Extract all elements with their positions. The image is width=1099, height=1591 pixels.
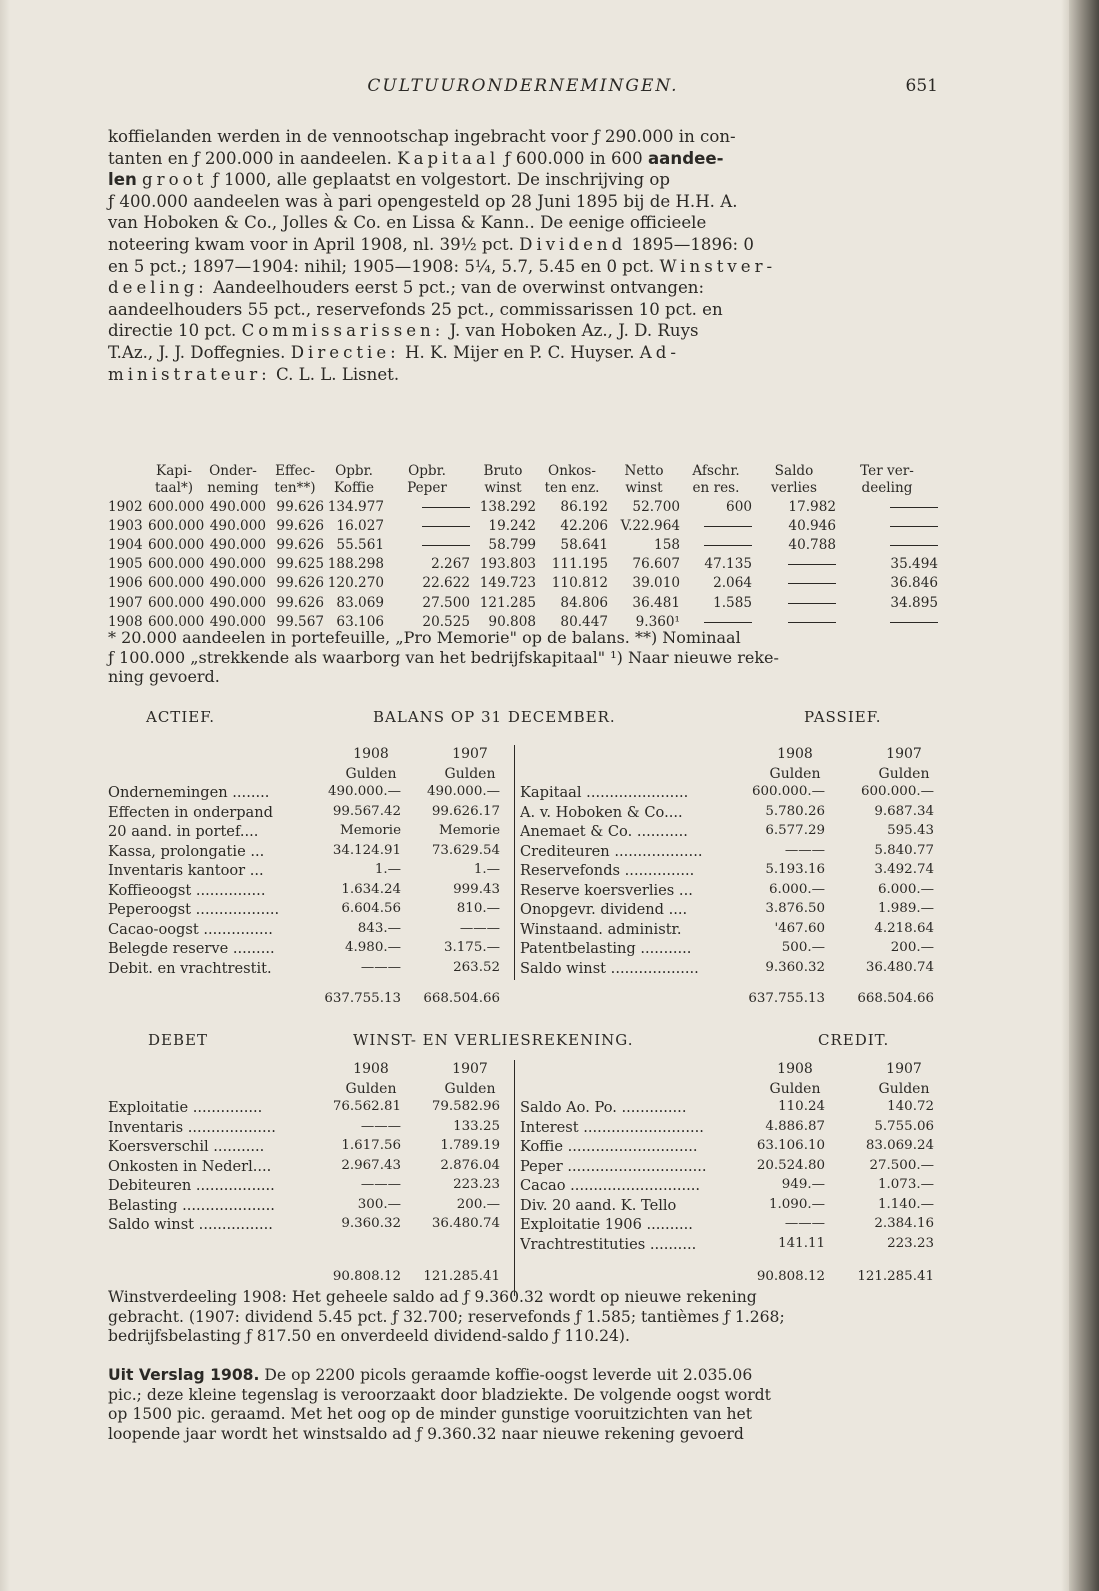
account-label: Vrachtrestituties ..........	[520, 1235, 697, 1253]
table-row	[108, 516, 938, 535]
year-heading	[430, 1060, 510, 1099]
table-cell: 121.285	[479, 594, 536, 611]
value-1908: 76.562.81	[332, 1099, 401, 1114]
balance-heading	[108, 708, 938, 728]
column-total: 668.504.66	[423, 991, 500, 1006]
year-label: 1907	[452, 1061, 488, 1077]
text-line: T.Az., J. J. Doffegnies. Directie: H. K. Mijer en P. C. Huyser. Ad-	[108, 342, 681, 362]
value-1908: 34.124.91	[332, 842, 401, 858]
table-cell: 490.000	[209, 556, 266, 573]
table-row	[108, 555, 938, 574]
empty-dash	[788, 583, 836, 584]
table-cell: 20.525	[422, 613, 470, 630]
column-header: Netto winst	[624, 463, 664, 496]
column-total: 90.808.12	[332, 1269, 401, 1284]
value-1907: 5.755.06	[874, 1118, 934, 1134]
account-label: Peper ..............................	[520, 1157, 707, 1175]
account-label: Div. 20 aand. K. Tello	[520, 1196, 677, 1214]
table-cell: 490.000	[209, 498, 266, 515]
column-header: Effec- ten**)	[274, 463, 316, 496]
table-cell: 19.242	[488, 517, 536, 534]
page-number: 651	[905, 76, 938, 96]
value-1908: 63.106.10	[756, 1138, 825, 1153]
year-cell: 1907	[108, 594, 143, 611]
table-row	[108, 574, 938, 593]
text-line: Uit Verslag 1908. De op 2200 picols geraamde koffie-oogst leverde uit 2.035.06	[108, 1366, 753, 1384]
account-label: Winstaand. administr.	[520, 920, 682, 938]
value-1907: 595.43	[887, 823, 934, 838]
pl-heading	[108, 1031, 938, 1051]
table-cell: 490.000	[209, 517, 266, 534]
credit-label: CREDIT.	[818, 1031, 890, 1049]
column-header: Afschr. en res.	[692, 463, 740, 496]
column-header: Opbr. Koffie	[333, 463, 375, 496]
column-total: 90.808.12	[756, 1269, 825, 1284]
empty-dash	[890, 507, 938, 508]
account-label: Reservefonds ...............	[520, 862, 695, 879]
actief-label: ACTIEF.	[146, 708, 216, 726]
value-1908: 4.886.87	[765, 1118, 825, 1134]
value-1908: 1.617.56	[341, 1138, 401, 1153]
empty-dash	[422, 545, 470, 546]
table-cell: 600.000	[148, 517, 205, 534]
table-cell: 1.585	[713, 594, 752, 611]
table-cell: 99.567	[276, 613, 324, 630]
value-1907: 140.72	[887, 1099, 934, 1114]
report-1908	[108, 1366, 938, 1444]
unit-label: Gulden	[345, 765, 397, 782]
year-label: 1908	[777, 746, 813, 762]
year-heading	[331, 1060, 411, 1099]
table-cell: 39.010	[632, 575, 680, 592]
value-1908: 99.567.42	[332, 803, 401, 819]
table-cell: 40.788	[788, 536, 836, 553]
table-cell	[752, 574, 836, 593]
table-cell: 490.000	[209, 613, 266, 630]
account-label: Ondernemingen ........	[108, 784, 270, 801]
table-cell: 600.000	[148, 613, 205, 630]
year-label: 1907	[886, 1061, 922, 1077]
empty-dash	[788, 603, 836, 604]
value-1907: 200.—	[890, 940, 934, 955]
unit-label: Gulden	[444, 1080, 496, 1097]
table-cell: 90.808	[488, 613, 536, 630]
unit-label: Gulden	[444, 765, 496, 782]
value-1907: 1.073.—	[878, 1177, 934, 1192]
page-left-shadow	[0, 0, 10, 1591]
table-cell: 22.622	[422, 575, 470, 592]
table-cell: 99.626	[276, 575, 324, 592]
year-heading	[864, 745, 944, 784]
table-cell: 490.000	[209, 536, 266, 553]
value-1907: 99.626.17	[431, 803, 500, 819]
table-cell	[752, 593, 836, 612]
account-label: Kassa, prolongatie ...	[108, 842, 265, 860]
account-label: Onopgevr. dividend ....	[520, 901, 688, 918]
column-header: Saldo verlies	[771, 463, 817, 496]
value-1907: 999.43	[453, 881, 500, 897]
value-1908: 6.604.56	[341, 901, 401, 916]
value-1907: 200.—	[456, 1196, 500, 1212]
value-1908: ———	[360, 1177, 401, 1192]
value-1908: 5.780.26	[765, 803, 825, 819]
value-1908: ———	[784, 842, 825, 858]
value-1908: 3.876.50	[765, 901, 825, 916]
text-line: van Hoboken & Co., Jolles & Co. en Lissa & Kann.. De eenige officieele	[108, 213, 707, 233]
year-label: 1908	[353, 746, 389, 762]
table-cell: 111.195	[551, 556, 608, 573]
table-cell: 490.000	[209, 575, 266, 592]
account-label: Koffie ............................	[520, 1138, 698, 1155]
text-line: en 5 pct.; 1897—1904: nihil; 1905—1908: 5¼, 5.7, 5.45 en 0 pct. Winstver-	[108, 256, 777, 276]
footnote	[108, 628, 938, 687]
year-heading	[430, 745, 510, 784]
year-heading	[864, 1060, 944, 1099]
column-header: Ter ver- deeling	[860, 463, 914, 496]
table-cell: 58.799	[488, 536, 536, 553]
value-1908: '467.60	[774, 920, 825, 936]
value-1908: 949.—	[781, 1177, 825, 1192]
account-label: 20 aand. in portef....	[108, 823, 259, 840]
account-label: Onkosten in Nederl....	[108, 1157, 272, 1175]
book-spine-edge	[1069, 0, 1099, 1591]
account-label: Crediteuren ...................	[520, 842, 703, 860]
text-line: op 1500 pic. geraamd. Met het oog op de minder gunstige vooruitzichten van het	[108, 1405, 753, 1424]
table-cell: 17.982	[788, 498, 836, 515]
empty-dash	[788, 564, 836, 565]
unit-label: Gulden	[878, 765, 930, 782]
account-label: Peperoogst ..................	[108, 901, 280, 918]
account-label: Inventaris kantoor ...	[108, 862, 264, 879]
table-cell: 138.292	[479, 498, 536, 515]
table-cell: 35.494	[890, 556, 938, 573]
unit-label: Gulden	[769, 1080, 821, 1097]
value-1907: 263.52	[453, 959, 500, 975]
balance-title: BALANS OP 31 DECEMBER.	[373, 708, 616, 726]
account-label: Interest ..........................	[520, 1118, 704, 1136]
account-label: Cacao ............................	[520, 1177, 701, 1194]
empty-dash	[704, 622, 752, 623]
value-1908: 4.980.—	[345, 940, 401, 955]
column-total: 637.755.13	[748, 991, 825, 1006]
table-cell	[836, 516, 938, 535]
column-divider	[514, 1060, 515, 1296]
value-1907: 1.789.19	[440, 1138, 500, 1153]
table-cell: 9.360¹	[635, 613, 680, 630]
table-cell	[384, 535, 470, 554]
table-cell: 600.000	[148, 575, 205, 592]
value-1907: 1.—	[473, 862, 500, 877]
table-row	[108, 535, 938, 554]
table-cell	[680, 535, 752, 554]
table-cell: 2.064	[713, 575, 752, 592]
account-label: Exploitatie 1906 ..........	[520, 1216, 693, 1233]
balance-sheet	[108, 745, 938, 1020]
account-label: Cacao-oogst ...............	[108, 920, 273, 938]
unit-label: Gulden	[345, 1080, 397, 1097]
value-1908: 110.24	[778, 1099, 825, 1114]
account-label: Saldo Ao. Po. ..............	[520, 1099, 687, 1116]
running-title: CULTUURONDERNEMINGEN.	[367, 76, 679, 96]
footnote-line: ƒ 100.000 „strekkende als waarborg van het bedrijfskapitaal" ¹) Naar nieuwe reke-	[108, 647, 779, 667]
account-label: Debiteuren .................	[108, 1177, 275, 1194]
value-1908: 5.193.16	[765, 862, 825, 877]
table-header-row	[108, 463, 938, 497]
empty-dash	[890, 526, 938, 527]
value-1908: 843.—	[357, 920, 401, 936]
year-cell: 1908	[108, 613, 143, 630]
table-cell: 36.846	[890, 575, 938, 592]
value-1907: 3.175.—	[444, 940, 500, 955]
profit-loss-account	[108, 1060, 938, 1296]
year-cell: 1903	[108, 517, 143, 534]
value-1908: 2.967.43	[341, 1157, 401, 1173]
value-1907: 133.25	[453, 1118, 500, 1134]
text-line: koffielanden werden in de vennootschap ingebracht voor ƒ 290.000 in con-	[108, 127, 736, 146]
table-cell: 76.607	[632, 556, 680, 573]
year-cell: 1902	[108, 498, 143, 515]
empty-dash	[890, 622, 938, 623]
column-header: Onder- neming	[207, 463, 259, 496]
value-1908: ———	[360, 1118, 401, 1134]
footnote-line: ning gevoerd.	[108, 667, 220, 687]
value-1907: 1.989.—	[878, 901, 934, 916]
column-total: 637.755.13	[324, 991, 401, 1006]
table-cell: 99.626	[276, 536, 324, 553]
value-1908: 1.—	[374, 862, 401, 877]
value-1908: 6.577.29	[765, 823, 825, 838]
empty-dash	[704, 545, 752, 546]
table-cell	[752, 555, 836, 574]
value-1907: 223.23	[887, 1235, 934, 1251]
text-line: loopende jaar wordt het winstsaldo ad ƒ 9.360.32 naar nieuwe rekening gevoerd	[108, 1424, 744, 1443]
table-cell: 600.000	[148, 536, 205, 553]
account-label: Anemaet & Co. ...........	[520, 823, 688, 840]
table-cell: 58.641	[560, 536, 608, 553]
table-cell: 86.192	[560, 498, 608, 515]
text-line: len groot ƒ 1000, alle geplaatst en volgestort. De inschrijving op	[108, 170, 671, 190]
table-cell: 55.561	[336, 536, 384, 553]
column-total: 668.504.66	[857, 991, 934, 1006]
table-cell: 63.106	[336, 613, 384, 630]
empty-dash	[890, 545, 938, 546]
table-cell: 600.000	[148, 556, 205, 573]
account-label: Patentbelasting ...........	[520, 940, 692, 957]
text-line: ƒ 400.000 aandeelen was à pari opengesteld op 28 Juni 1895 bij de H.H. A.	[108, 191, 738, 211]
value-1907: 73.629.54	[431, 842, 500, 858]
year-label: 1908	[353, 1061, 389, 1077]
value-1908: 1.634.24	[341, 881, 401, 897]
table-cell: 2.267	[431, 556, 470, 573]
year-cell: 1906	[108, 575, 143, 592]
column-header: Onkos- ten enz.	[544, 463, 600, 496]
page-fold	[1061, 0, 1069, 1591]
year-heading	[755, 1060, 835, 1099]
value-1908: 6.000.—	[769, 881, 825, 897]
value-1908: 600.000.—	[751, 784, 825, 799]
account-label: Koffieoogst ...............	[108, 881, 266, 899]
table-cell: 149.723	[479, 575, 536, 592]
table-cell: 99.625	[276, 556, 324, 573]
unit-label: Gulden	[878, 1080, 930, 1097]
year-heading	[331, 745, 411, 784]
value-1908: 1.090.—	[769, 1196, 825, 1212]
table-cell: 99.626	[276, 517, 324, 534]
table-cell: 120.270	[327, 575, 384, 592]
value-1907: 83.069.24	[865, 1138, 934, 1153]
account-label: Saldo winst ...................	[520, 959, 699, 977]
table-cell	[680, 516, 752, 535]
account-label: Debit. en vrachtrestit.	[108, 959, 272, 977]
footnote-line: * 20.000 aandeelen in portefeuille, „Pro Memorie" op de balans. **) Nominaal	[108, 628, 741, 647]
column-header: Kapi- taal*)	[154, 463, 194, 496]
value-1907: 5.840.77	[874, 842, 934, 858]
value-1907: 223.23	[453, 1177, 500, 1192]
table-cell: 34.895	[890, 594, 938, 611]
year-heading	[755, 745, 835, 784]
text-line: aandeelhouders 55 pct., reservefonds 25 pct., commissarissen 10 pct. en	[108, 299, 723, 319]
page-header	[108, 76, 938, 100]
text-line: ministrateur: C. L. L. Lisnet.	[108, 364, 400, 384]
profit-distribution	[108, 1288, 938, 1347]
debet-label: DEBET	[148, 1031, 208, 1049]
year-cell: 1905	[108, 556, 143, 573]
value-1907: 36.480.74	[431, 1216, 500, 1231]
table-cell: 40.946	[788, 517, 836, 534]
table-row	[108, 593, 938, 612]
year-label: 1907	[886, 746, 922, 762]
table-cell: V.22.964	[620, 517, 680, 534]
pl-title: WINST- EN VERLIESREKENING.	[353, 1031, 634, 1049]
value-1908: 9.360.32	[341, 1216, 401, 1231]
account-label: Koersverschil ...........	[108, 1138, 265, 1155]
account-label: Belegde reserve .........	[108, 940, 275, 957]
text-line: tanten en ƒ 200.000 in aandeelen. Kapitaal ƒ 600.000 in 600 aandee-	[108, 148, 724, 168]
account-label: Inventaris ...................	[108, 1118, 276, 1136]
unit-label: Gulden	[769, 765, 821, 782]
table-cell	[836, 497, 938, 516]
table-cell: 47.135	[704, 556, 752, 573]
table-cell: 490.000	[209, 594, 266, 611]
column-header: Opbr. Peper	[407, 463, 447, 496]
account-label: Saldo winst ................	[108, 1216, 273, 1233]
value-1907: 4.218.64	[874, 920, 934, 936]
column-header: Bruto winst	[483, 463, 523, 496]
account-label: Exploitatie ...............	[108, 1099, 263, 1116]
value-1907: 810.—	[456, 901, 500, 916]
passief-label: PASSIEF.	[804, 708, 882, 726]
value-1907: ———	[459, 920, 500, 936]
year-label: 1908	[777, 1061, 813, 1077]
table-cell: 600	[726, 498, 752, 515]
value-1907: 79.582.96	[431, 1099, 500, 1114]
text-line: pic.; deze kleine tegenslag is veroorzaakt door bladziekte. De volgende oogst wordt	[108, 1385, 771, 1404]
account-label: Reserve koersverlies ...	[520, 881, 693, 899]
table-cell	[836, 535, 938, 554]
column-divider	[514, 745, 515, 980]
column-total: 121.285.41	[423, 1269, 500, 1284]
table-cell: 27.500	[422, 594, 470, 611]
table-cell: 83.069	[336, 594, 384, 611]
value-1908: 500.—	[781, 940, 825, 955]
table-cell: 600.000	[148, 594, 205, 611]
account-label: Effecten in onderpand	[108, 803, 273, 821]
table-cell: 42.206	[560, 517, 608, 534]
text-line: bedrijfsbelasting ƒ 817.50 en onverdeeld dividend-saldo ƒ 110.24).	[108, 1327, 630, 1346]
account-label: Belasting ....................	[108, 1196, 275, 1214]
value-1907: 6.000.—	[878, 881, 934, 897]
empty-dash	[422, 526, 470, 527]
empty-dash	[704, 526, 752, 527]
value-1907: 9.687.34	[874, 803, 934, 819]
table-cell: 134.977	[327, 498, 384, 515]
value-1907: 2.876.04	[440, 1157, 500, 1173]
table-cell	[384, 497, 470, 516]
value-1908: 490.000.—	[327, 784, 401, 799]
value-1907: 490.000.—	[426, 784, 500, 799]
empty-dash	[788, 622, 836, 623]
dividend-table	[108, 463, 938, 631]
value-1908: 9.360.32	[765, 959, 825, 975]
value-1907: 600.000.—	[860, 784, 934, 799]
table-cell	[384, 516, 470, 535]
value-1908: 20.524.80	[756, 1157, 825, 1173]
table-cell: 193.803	[479, 556, 536, 573]
value-1907: 27.500.—	[869, 1157, 934, 1173]
account-label: Kapitaal ......................	[520, 784, 689, 801]
table-cell: 158	[654, 536, 680, 553]
value-1907: 3.492.74	[874, 862, 934, 877]
table-cell: 36.481	[632, 594, 680, 611]
text-line: Winstverdeeling 1908: Het geheele saldo ad ƒ 9.360.32 wordt op nieuwe rekening	[108, 1288, 757, 1306]
intro-paragraph	[108, 126, 938, 385]
empty-dash	[422, 507, 470, 508]
table-cell: 110.812	[551, 575, 608, 592]
year-label: 1907	[452, 746, 488, 762]
value-1907: 1.140.—	[878, 1196, 934, 1212]
account-label: A. v. Hoboken & Co....	[520, 803, 683, 821]
value-1908: Memorie	[339, 823, 401, 838]
table-cell: 99.626	[276, 594, 324, 611]
column-total: 121.285.41	[857, 1269, 934, 1284]
value-1908: ———	[360, 959, 401, 975]
year-cell: 1904	[108, 536, 143, 553]
table-cell: 16.027	[336, 517, 384, 534]
table-cell: 80.447	[560, 613, 608, 630]
value-1907: 36.480.74	[865, 959, 934, 975]
table-row	[108, 497, 938, 516]
table-cell: 188.298	[327, 556, 384, 573]
value-1908: 141.11	[778, 1235, 825, 1251]
table-cell: 84.806	[560, 594, 608, 611]
value-1908: 300.—	[357, 1196, 401, 1212]
text-line: gebracht. (1907: dividend 5.45 pct. ƒ 32.700; reservefonds ƒ 1.585; tantièmes ƒ 1.268;	[108, 1307, 785, 1326]
table-cell: 600.000	[148, 498, 205, 515]
table-cell: 52.700	[632, 498, 680, 515]
value-1908: ———	[784, 1216, 825, 1231]
text-line: deeling: Aandeelhouders eerst 5 pct.; van de overwinst ontvangen:	[108, 278, 705, 298]
text-line: noteering kwam voor in April 1908, nl. 39½ pct. Dividend 1895—1896: 0	[108, 234, 754, 254]
column-header	[108, 463, 148, 497]
value-1907: 2.384.16	[874, 1216, 934, 1231]
value-1907: Memorie	[438, 823, 500, 838]
text-line: directie 10 pct. Commissarissen: J. van Hoboken Az., J. D. Ruys	[108, 321, 699, 341]
table-cell: 99.626	[276, 498, 324, 515]
